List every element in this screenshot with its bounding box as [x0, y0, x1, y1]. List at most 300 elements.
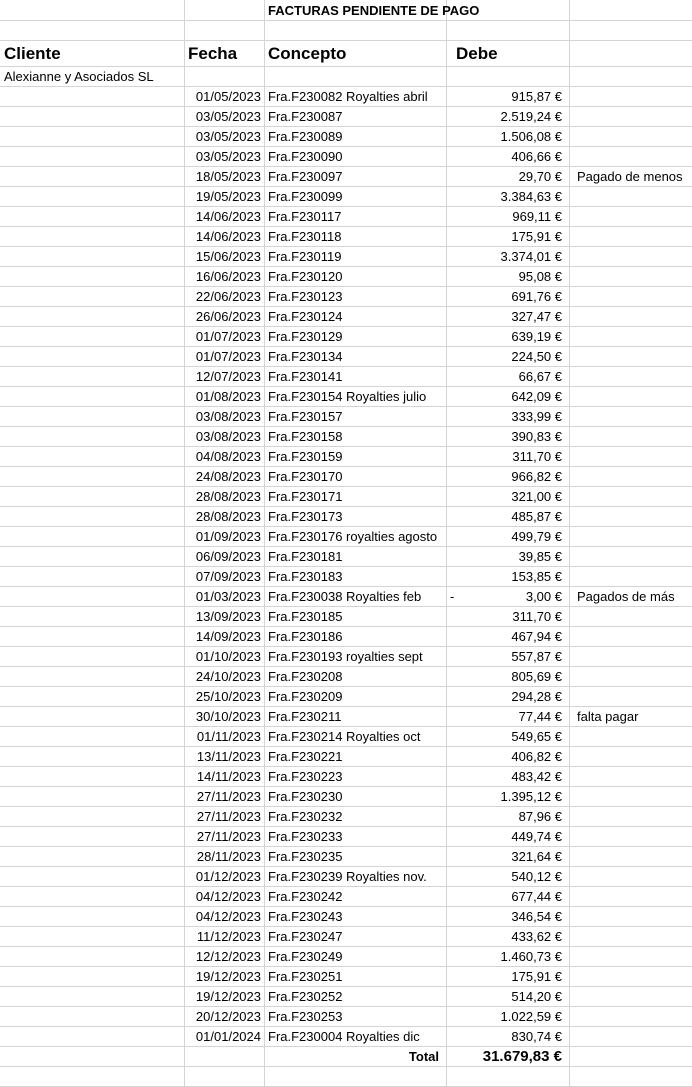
cell[interactable] [0, 907, 185, 926]
fecha-cell[interactable]: 03/05/2023 [185, 127, 265, 146]
cell[interactable] [185, 0, 265, 20]
nota-cell[interactable] [570, 387, 692, 406]
debe-cell[interactable] [447, 927, 570, 946]
cell[interactable] [0, 247, 185, 266]
cell[interactable] [0, 1027, 185, 1046]
cell[interactable] [0, 107, 185, 126]
nota-cell[interactable] [570, 667, 692, 686]
nota-cell[interactable] [570, 627, 692, 646]
cell[interactable] [0, 787, 185, 806]
concepto-cell[interactable]: Fra.F230087 [265, 107, 447, 126]
debe-cell[interactable] [447, 627, 570, 646]
debe-cell[interactable] [447, 987, 570, 1006]
concepto-cell[interactable]: Fra.F230193 royalties sept [265, 647, 447, 666]
concepto-cell[interactable]: Fra.F230233 [265, 827, 447, 846]
nota-cell[interactable] [570, 407, 692, 426]
nota-cell[interactable]: Pagado de menos [577, 169, 683, 184]
nota-cell[interactable] [570, 767, 692, 786]
debe-cell[interactable] [447, 1027, 570, 1046]
nota-cell[interactable] [570, 447, 692, 466]
debe-cell[interactable] [447, 807, 570, 826]
debe-value: 549,65 € [511, 729, 562, 744]
nota-cell[interactable] [570, 547, 692, 566]
nota-cell[interactable] [570, 487, 692, 506]
debe-value: 39,85 € [518, 549, 562, 564]
cell[interactable] [0, 707, 185, 726]
fecha-cell[interactable]: 28/11/2023 [185, 847, 265, 866]
debe-cell[interactable] [447, 867, 570, 886]
cell[interactable] [0, 307, 185, 326]
nota-cell[interactable]: falta pagar [577, 709, 639, 724]
cell[interactable] [570, 21, 692, 40]
cell[interactable] [185, 1067, 265, 1086]
cell[interactable] [0, 207, 185, 226]
debe-value: 3,00 € [525, 589, 562, 604]
fecha-cell[interactable]: 03/05/2023 [185, 107, 265, 126]
nota-cell[interactable] [570, 227, 692, 246]
nota-cell[interactable] [570, 607, 692, 626]
nota-cell[interactable] [570, 187, 692, 206]
fecha-cell[interactable]: 01/03/2023 [185, 587, 265, 606]
concepto-cell[interactable]: Fra.F230208 [265, 667, 447, 686]
debe-cell[interactable] [447, 127, 570, 146]
fecha-cell[interactable]: 14/06/2023 [185, 227, 265, 246]
debe-cell[interactable] [447, 467, 570, 486]
concepto-cell[interactable]: Fra.F230118 [265, 227, 447, 246]
cell[interactable] [265, 1067, 447, 1086]
cell[interactable] [0, 267, 185, 286]
cell[interactable] [447, 67, 570, 86]
fecha-cell[interactable]: 27/11/2023 [185, 827, 265, 846]
debe-value: 677,44 € [511, 889, 562, 904]
fecha-cell[interactable]: 14/06/2023 [185, 207, 265, 226]
concepto-cell[interactable]: Fra.F230173 [265, 507, 447, 526]
concepto-cell[interactable]: Fra.F230089 [265, 127, 447, 146]
debe-cell[interactable] [447, 887, 570, 906]
cell[interactable] [0, 507, 185, 526]
debe-value: 483,42 € [511, 769, 562, 784]
fecha-cell[interactable]: 19/12/2023 [185, 967, 265, 986]
header-fecha[interactable]: Fecha [185, 41, 265, 66]
debe-value: 66,67 € [518, 369, 562, 384]
nota-cell[interactable] [570, 987, 692, 1006]
debe-value: 175,91 € [511, 229, 562, 244]
cell[interactable] [570, 0, 692, 20]
fecha-cell[interactable]: 03/05/2023 [185, 147, 265, 166]
debe-cell[interactable] [447, 967, 570, 986]
fecha-cell[interactable]: 06/09/2023 [185, 547, 265, 566]
nota-cell[interactable] [570, 247, 692, 266]
cell[interactable] [0, 987, 185, 1006]
fecha-cell[interactable]: 01/01/2024 [185, 1027, 265, 1046]
debe-cell[interactable] [447, 687, 570, 706]
nota-cell[interactable] [570, 807, 692, 826]
debe-cell[interactable] [447, 547, 570, 566]
fecha-cell[interactable]: 28/08/2023 [185, 507, 265, 526]
table-row [0, 927, 692, 947]
nota-cell[interactable] [570, 967, 692, 986]
cell[interactable] [0, 167, 185, 186]
table-row [0, 807, 692, 827]
fecha-cell[interactable]: 18/05/2023 [185, 167, 265, 186]
concepto-cell[interactable]: Fra.F230120 [265, 267, 447, 286]
debe-cell[interactable] [447, 767, 570, 786]
cell[interactable] [0, 1007, 185, 1026]
table-row [0, 947, 692, 967]
fecha-cell[interactable]: 04/12/2023 [185, 907, 265, 926]
debe-cell[interactable] [447, 1007, 570, 1026]
debe-cell[interactable] [447, 307, 570, 326]
concepto-cell[interactable]: Fra.F230211 [265, 707, 447, 726]
debe-cell[interactable] [447, 447, 570, 466]
cell[interactable] [0, 847, 185, 866]
fecha-cell[interactable]: 16/06/2023 [185, 267, 265, 286]
concepto-cell[interactable]: Fra.F230141 [265, 367, 447, 386]
cell[interactable] [0, 447, 185, 466]
total-value[interactable]: 31.679,83 € [447, 1047, 570, 1066]
concepto-cell[interactable]: Fra.F230235 [265, 847, 447, 866]
nota-cell[interactable] [570, 827, 692, 846]
nota-cell[interactable]: Pagados de más [577, 589, 675, 604]
debe-cell[interactable] [447, 347, 570, 366]
fecha-cell[interactable]: 01/12/2023 [185, 867, 265, 886]
concepto-cell[interactable]: Fra.F230214 Royalties oct [265, 727, 447, 746]
fecha-cell[interactable]: 03/08/2023 [185, 407, 265, 426]
fecha-cell[interactable]: 27/11/2023 [185, 787, 265, 806]
cell[interactable] [265, 67, 447, 86]
table-row [0, 687, 692, 707]
fecha-cell[interactable]: 01/08/2023 [185, 387, 265, 406]
debe-cell[interactable] [447, 327, 570, 346]
nota-cell[interactable] [570, 147, 692, 166]
table-row [0, 827, 692, 847]
concepto-cell[interactable]: Fra.F230129 [265, 327, 447, 346]
concepto-cell[interactable]: Fra.F230159 [265, 447, 447, 466]
nota-cell[interactable] [570, 567, 692, 586]
cell[interactable] [0, 667, 185, 686]
fecha-cell[interactable]: 13/09/2023 [185, 607, 265, 626]
cell[interactable] [570, 41, 692, 66]
cell[interactable] [0, 367, 185, 386]
concepto-cell[interactable]: Fra.F230186 [265, 627, 447, 646]
table-row [0, 487, 692, 507]
concepto-cell[interactable]: Fra.F230134 [265, 347, 447, 366]
fecha-cell[interactable]: 24/10/2023 [185, 667, 265, 686]
cell[interactable] [0, 21, 185, 40]
cell[interactable] [0, 647, 185, 666]
fecha-cell[interactable]: 20/12/2023 [185, 1007, 265, 1026]
fecha-cell[interactable]: 03/08/2023 [185, 427, 265, 446]
concepto-cell[interactable]: Fra.F230157 [265, 407, 447, 426]
nota-cell[interactable] [570, 267, 692, 286]
debe-cell[interactable] [447, 567, 570, 586]
cell[interactable] [0, 187, 185, 206]
concepto-cell[interactable]: Fra.F230176 royalties agosto [265, 527, 447, 546]
fecha-cell[interactable]: 11/12/2023 [185, 927, 265, 946]
debe-cell[interactable] [447, 947, 570, 966]
cell[interactable] [185, 67, 265, 86]
nota-cell[interactable] [570, 647, 692, 666]
total-label[interactable]: Total [265, 1047, 447, 1066]
fecha-cell[interactable]: 24/08/2023 [185, 467, 265, 486]
debe-cell[interactable] [447, 827, 570, 846]
table-row [0, 267, 692, 287]
nota-cell[interactable] [570, 207, 692, 226]
cell[interactable] [0, 1067, 185, 1086]
debe-cell[interactable] [447, 847, 570, 866]
debe-cell[interactable] [447, 787, 570, 806]
cell[interactable] [570, 67, 692, 86]
debe-cell[interactable] [447, 267, 570, 286]
debe-value: 95,08 € [518, 269, 562, 284]
debe-cell[interactable] [447, 187, 570, 206]
concepto-cell[interactable]: Fra.F230004 Royalties dic [265, 1027, 447, 1046]
nota-cell[interactable] [570, 107, 692, 126]
concepto-cell[interactable]: Fra.F230221 [265, 747, 447, 766]
nota-cell[interactable] [570, 287, 692, 306]
cell[interactable] [0, 727, 185, 746]
debe-value: 321,64 € [511, 849, 562, 864]
debe-cell[interactable] [447, 167, 570, 186]
fecha-cell[interactable]: 15/06/2023 [185, 247, 265, 266]
fecha-cell[interactable]: 30/10/2023 [185, 707, 265, 726]
cell[interactable] [0, 887, 185, 906]
nota-cell[interactable] [570, 507, 692, 526]
debe-cell[interactable] [447, 587, 570, 606]
nota-cell[interactable] [570, 467, 692, 486]
nota-cell[interactable] [570, 947, 692, 966]
debe-cell[interactable] [447, 207, 570, 226]
nota-cell[interactable] [570, 327, 692, 346]
nota-cell[interactable] [570, 747, 692, 766]
fecha-cell[interactable]: 27/11/2023 [185, 807, 265, 826]
concepto-cell[interactable]: Fra.F230230 [265, 787, 447, 806]
concepto-cell[interactable]: Fra.F230243 [265, 907, 447, 926]
table-row [0, 447, 692, 467]
concepto-cell[interactable]: Fra.F230209 [265, 687, 447, 706]
concepto-cell[interactable]: Fra.F230249 [265, 947, 447, 966]
concepto-cell[interactable]: Fra.F230232 [265, 807, 447, 826]
debe-cell[interactable] [447, 247, 570, 266]
cell[interactable] [0, 547, 185, 566]
cell[interactable] [0, 867, 185, 886]
debe-cell[interactable] [447, 407, 570, 426]
table-row [0, 567, 692, 587]
debe-cell[interactable] [447, 607, 570, 626]
cell[interactable] [570, 1067, 692, 1086]
nota-cell[interactable] [570, 907, 692, 926]
cell[interactable] [0, 767, 185, 786]
cell[interactable] [0, 487, 185, 506]
debe-cell[interactable] [447, 727, 570, 746]
concepto-cell[interactable]: Fra.F230251 [265, 967, 447, 986]
cell[interactable] [0, 567, 185, 586]
fecha-cell[interactable]: 14/09/2023 [185, 627, 265, 646]
fecha-cell[interactable]: 01/05/2023 [185, 87, 265, 106]
fecha-cell[interactable]: 19/12/2023 [185, 987, 265, 1006]
fecha-cell[interactable]: 13/11/2023 [185, 747, 265, 766]
fecha-cell[interactable]: 26/06/2023 [185, 307, 265, 326]
nota-cell[interactable] [570, 87, 692, 106]
cell[interactable] [0, 147, 185, 166]
concepto-cell[interactable]: Fra.F230082 Royalties abril [265, 87, 447, 106]
debe-cell[interactable] [447, 107, 570, 126]
concepto-cell[interactable]: Fra.F230154 Royalties julio [265, 387, 447, 406]
concepto-cell[interactable]: Fra.F230239 Royalties nov. [265, 867, 447, 886]
debe-cell[interactable] [447, 287, 570, 306]
cell[interactable] [0, 747, 185, 766]
fecha-cell[interactable]: 28/08/2023 [185, 487, 265, 506]
debe-cell[interactable] [447, 647, 570, 666]
debe-value: 29,70 € [518, 169, 562, 184]
concepto-cell[interactable]: Fra.F230117 [265, 207, 447, 226]
cell[interactable] [570, 1047, 692, 1066]
table-row [0, 147, 692, 167]
concepto-cell[interactable]: Fra.F230242 [265, 887, 447, 906]
cell[interactable] [0, 827, 185, 846]
debe-cell[interactable] [447, 227, 570, 246]
debe-cell[interactable] [447, 487, 570, 506]
debe-value: 433,62 € [511, 929, 562, 944]
cell[interactable] [0, 347, 185, 366]
nota-cell[interactable] [570, 367, 692, 386]
concepto-cell[interactable]: Fra.F230038 Royalties feb [265, 587, 447, 606]
table-row [0, 347, 692, 367]
cell[interactable] [0, 87, 185, 106]
cell[interactable] [0, 467, 185, 486]
table-row [0, 667, 692, 687]
fecha-cell[interactable]: 01/07/2023 [185, 327, 265, 346]
fecha-cell[interactable]: 25/10/2023 [185, 687, 265, 706]
concepto-cell[interactable]: Fra.F230181 [265, 547, 447, 566]
fecha-cell[interactable]: 01/11/2023 [185, 727, 265, 746]
header-debe[interactable]: Debe [447, 41, 570, 66]
fecha-cell[interactable]: 22/06/2023 [185, 287, 265, 306]
cell[interactable] [0, 587, 185, 606]
debe-cell[interactable] [447, 507, 570, 526]
cell[interactable] [0, 427, 185, 446]
concepto-cell[interactable]: Fra.F230123 [265, 287, 447, 306]
nota-cell[interactable] [570, 527, 692, 546]
debe-value: 311,70 € [512, 609, 562, 624]
concepto-cell[interactable]: Fra.F230158 [265, 427, 447, 446]
table-row [0, 167, 692, 187]
concepto-cell[interactable]: Fra.F230099 [265, 187, 447, 206]
concepto-cell[interactable]: Fra.F230183 [265, 567, 447, 586]
debe-cell[interactable] [447, 707, 570, 726]
concepto-cell[interactable]: Fra.F230090 [265, 147, 447, 166]
nota-cell[interactable] [570, 127, 692, 146]
concepto-cell[interactable]: Fra.F230171 [265, 487, 447, 506]
nota-cell[interactable] [570, 867, 692, 886]
cell[interactable] [0, 807, 185, 826]
nota-cell[interactable] [570, 347, 692, 366]
fecha-cell[interactable]: 12/07/2023 [185, 367, 265, 386]
cell[interactable] [0, 967, 185, 986]
cell[interactable] [185, 1047, 265, 1066]
debe-value: 639,19 € [511, 329, 562, 344]
cell[interactable] [0, 387, 185, 406]
cell[interactable] [185, 21, 265, 40]
fecha-cell[interactable]: 04/12/2023 [185, 887, 265, 906]
debe-cell[interactable] [447, 427, 570, 446]
debe-cell[interactable] [447, 747, 570, 766]
fecha-cell[interactable]: 07/09/2023 [185, 567, 265, 586]
nota-cell[interactable] [570, 1007, 692, 1026]
fecha-cell[interactable]: 14/11/2023 [185, 767, 265, 786]
fecha-cell[interactable]: 01/07/2023 [185, 347, 265, 366]
debe-cell[interactable] [447, 667, 570, 686]
fecha-cell[interactable]: 04/08/2023 [185, 447, 265, 466]
cell[interactable] [0, 0, 185, 20]
cell[interactable] [0, 927, 185, 946]
nota-cell[interactable] [570, 847, 692, 866]
fecha-cell[interactable]: 01/10/2023 [185, 647, 265, 666]
cell[interactable] [0, 287, 185, 306]
nota-cell[interactable] [570, 727, 692, 746]
fecha-cell[interactable]: 01/09/2023 [185, 527, 265, 546]
cell[interactable] [447, 1067, 570, 1086]
cell[interactable] [0, 947, 185, 966]
debe-cell[interactable] [447, 907, 570, 926]
debe-cell[interactable] [447, 87, 570, 106]
nota-cell[interactable] [570, 927, 692, 946]
table-row [0, 1027, 692, 1047]
empty-row [0, 1067, 692, 1087]
cell[interactable] [0, 127, 185, 146]
concepto-cell[interactable]: Fra.F230247 [265, 927, 447, 946]
debe-cell[interactable] [447, 387, 570, 406]
cell[interactable] [0, 687, 185, 706]
debe-cell[interactable] [447, 527, 570, 546]
cell[interactable] [0, 527, 185, 546]
concepto-cell[interactable]: Fra.F230223 [265, 767, 447, 786]
cell[interactable] [0, 607, 185, 626]
concepto-cell[interactable]: Fra.F230253 [265, 1007, 447, 1026]
table-row [0, 867, 692, 887]
cell[interactable] [0, 1047, 185, 1066]
fecha-cell[interactable]: 12/12/2023 [185, 947, 265, 966]
concepto-cell[interactable]: Fra.F230185 [265, 607, 447, 626]
nota-cell[interactable] [570, 787, 692, 806]
concepto-cell[interactable]: Fra.F230170 [265, 467, 447, 486]
header-concepto[interactable]: Concepto [265, 41, 447, 66]
table-row [0, 767, 692, 787]
concepto-cell[interactable]: Fra.F230119 [265, 247, 447, 266]
concepto-cell[interactable]: Fra.F230097 [265, 167, 447, 186]
client-name[interactable]: Alexianne y Asociados SL [0, 67, 185, 86]
cell[interactable] [0, 327, 185, 346]
fecha-cell[interactable]: 19/05/2023 [185, 187, 265, 206]
nota-cell[interactable] [570, 887, 692, 906]
concepto-cell[interactable]: Fra.F230252 [265, 987, 447, 1006]
concepto-cell[interactable]: Fra.F230124 [265, 307, 447, 326]
nota-cell[interactable] [570, 687, 692, 706]
nota-cell[interactable] [570, 1027, 692, 1046]
header-cliente[interactable]: Cliente [0, 41, 185, 66]
debe-value: 153,85 € [511, 569, 562, 584]
debe-cell[interactable] [447, 147, 570, 166]
cell[interactable] [0, 627, 185, 646]
cell[interactable] [265, 21, 447, 40]
cell[interactable] [0, 227, 185, 246]
nota-cell[interactable] [570, 307, 692, 326]
table-row [0, 207, 692, 227]
cell[interactable] [0, 407, 185, 426]
debe-cell[interactable] [447, 367, 570, 386]
cell[interactable] [447, 21, 570, 40]
nota-cell[interactable] [570, 427, 692, 446]
